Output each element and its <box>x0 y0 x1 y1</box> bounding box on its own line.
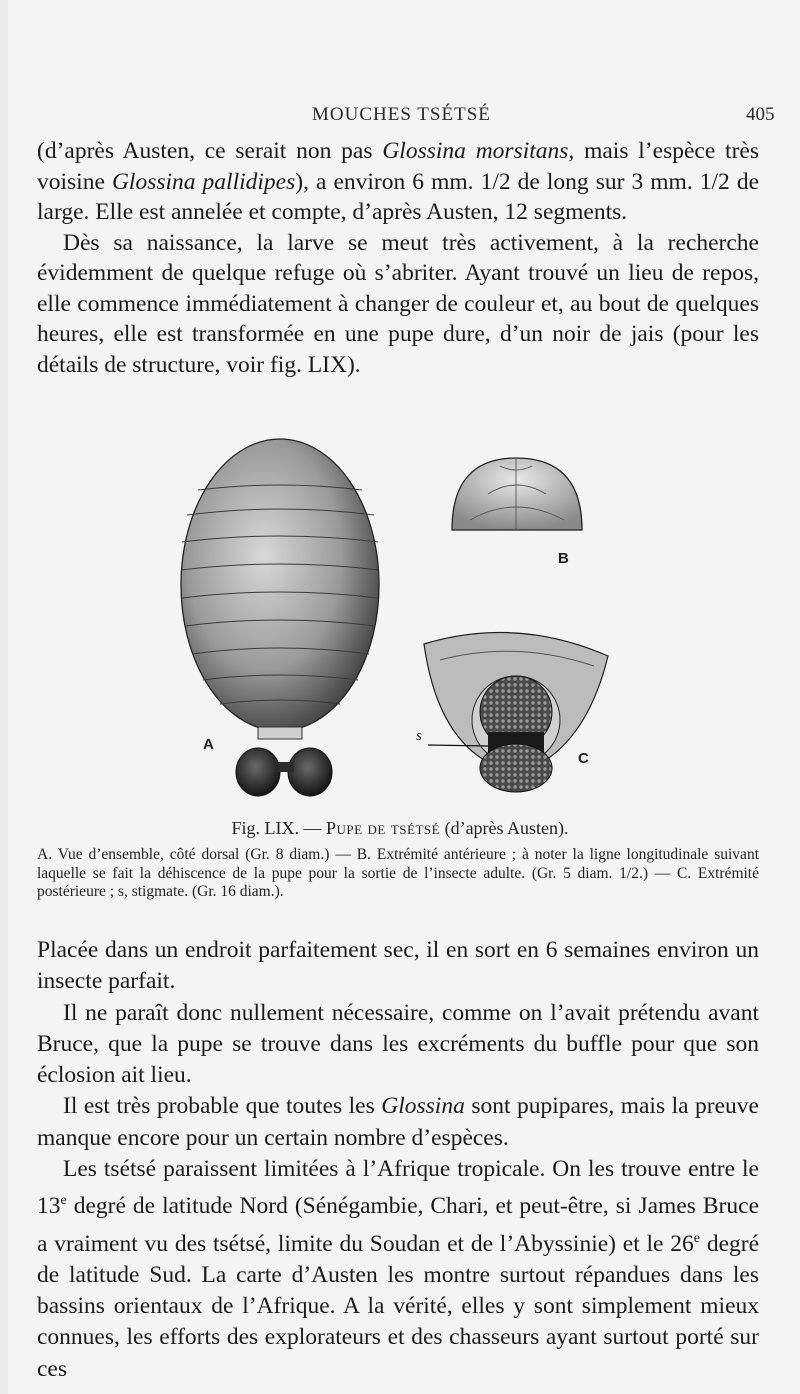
caption-prefix: Fig. LIX. — <box>231 818 326 838</box>
superscript: e <box>60 1193 67 1209</box>
paragraph <box>37 228 759 381</box>
figure-label-s: s <box>416 728 422 744</box>
figure-label-b: B <box>558 550 569 567</box>
paragraph <box>37 1091 759 1154</box>
figure-label-a: A <box>203 736 214 753</box>
paragraph <box>37 136 759 228</box>
figure-label-c: C <box>578 750 589 767</box>
caption-body: A. Vue d’ensemble, côté dorsal (Gr. 8 diam.) — B. Extrémité antérieure ; à noter la ligne longitudinale suivant laquelle se fait la déhiscence de la pupe pour la sortie de l’insecte adulte. (Gr. 5 diam. 1/2.) — C. Extrémité postérieure ; s, stigmate. (Gr. 16 diam.). <box>37 846 759 900</box>
figure-pupa <box>170 430 640 810</box>
paragraph <box>37 1154 759 1385</box>
figure-b-anterior <box>452 458 582 530</box>
figure-caption-text <box>37 846 759 902</box>
body-text-top <box>37 136 759 380</box>
text-run: Placée dans un endroit parfaitement sec, il en sort en 6 semaines environ un insecte parfait. <box>37 937 759 995</box>
text-run: Il ne paraît donc nullement nécessaire, comme on l’avait prétendu avant Bruce, que la pupe se trouve dans les excréments du buffle pour que son éclosion ait lieu. <box>37 999 759 1089</box>
superscript: e <box>693 1230 701 1246</box>
text-run: (d’après Austen, ce serait non pas <box>37 138 383 164</box>
pupa-illustration <box>170 430 640 810</box>
italic-term: Glossina morsitans <box>382 138 569 164</box>
italic-term: Glossina <box>381 1093 465 1120</box>
caption-suffix: (d’après Austen). <box>440 818 569 838</box>
figure-c-posterior <box>424 632 608 792</box>
text-run: , mais l’espèce très voisine <box>37 138 759 195</box>
text-run: Les tsétsé paraissent limitées à l’Afrique tropicale. On les trouve entre le 13 <box>37 1156 759 1220</box>
page-header <box>0 104 800 130</box>
paragraph <box>37 935 759 998</box>
text-run: ), a environ 6 mm. 1/2 de long sur 3 mm. 1/2 de large. Elle est annelée et compte, d’après Austen, 12 segments. <box>37 168 760 225</box>
text-run: sont pupipares, mais la preuve manque encore pour un certain nombre d’espèces. <box>37 1093 759 1151</box>
body-text-bottom <box>37 935 759 1385</box>
running-title: MOUCHES TSÉTSÉ <box>312 104 491 125</box>
paragraph <box>37 998 759 1092</box>
text-run: degré de latitude Nord (Sénégambie, Chari, et peut-être, si James Bruce a vraiment vu des tsétsé, limite du Soudan et de l’Abyssinie) et le 26 <box>37 1193 759 1257</box>
italic-term: Glossina pallidipes <box>111 168 296 195</box>
caption-title-smallcaps: Pupe de tsétsé <box>325 818 441 838</box>
figure-caption-title <box>0 818 800 839</box>
text-run: degré de latitude Sud. La carte d’Austen les montre surtout répandues dans les bassins orientaux de l’Afrique. A la vérité, elles y sont simplement mieux connues, les efforts des explorateurs et des chasseurs ayant surtout porté sur ces <box>37 1230 759 1382</box>
page-number: 405 <box>746 104 775 125</box>
text-run: Il est très probable que toutes les <box>63 1093 382 1120</box>
text-run: Dès sa naissance, la larve se meut très activement, à la recherche évidemment de quelque refuge où s’abriter. Ayant trouvé un lieu de repos, elle commence immédiatement à changer de couleur et, au bout de quelques heures, elle est transformée en une pupe dure, d’un noir de jais (pour les détails de structure, voir fig. LIX). <box>37 229 759 378</box>
